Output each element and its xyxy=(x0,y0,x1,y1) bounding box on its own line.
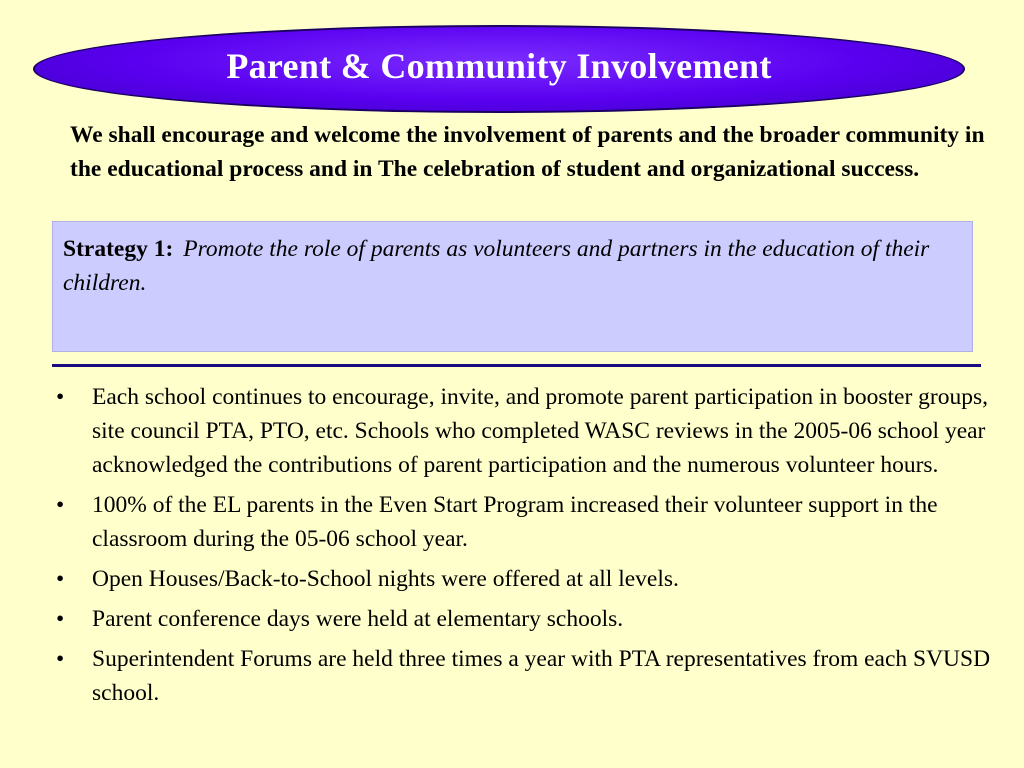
strategy-label: Strategy 1: xyxy=(63,236,174,262)
bullet-item xyxy=(56,562,1012,596)
bullet-icon: • xyxy=(56,384,65,410)
bullet-text: 100% of the EL parents in the Even Start Program increased their volunteer support in the classroom during the 05-06 school year. xyxy=(92,492,938,552)
bullet-icon: • xyxy=(56,492,65,518)
bullet-item xyxy=(56,642,1012,710)
strategy-description: Promote the role of parents as volunteers and partners in the education of their children. xyxy=(63,236,930,296)
title-banner xyxy=(33,25,965,113)
intro-statement: We shall encourage and welcome the involvement of parents and the broader community in the educational process and in The celebration of student and organizational success. xyxy=(70,122,985,182)
strategy-box xyxy=(52,221,973,352)
bullet-text: Open Houses/Back-to-School nights were offered at all levels. xyxy=(92,566,679,592)
bullet-text: Each school continues to encourage, invite, and promote parent participation in booster groups, site council PTA, PTO, etc. Schools who completed WASC reviews in the 2005-06 school year acknowledged the contributions of parent participation and the numerous volunteer hours. xyxy=(92,384,989,478)
bullet-icon: • xyxy=(56,566,65,592)
bullet-item xyxy=(56,380,1012,482)
section-divider xyxy=(52,364,981,367)
bullet-icon: • xyxy=(56,606,65,632)
page-title: Parent & Community Involvement xyxy=(226,46,772,86)
bullet-text: Parent conference days were held at elementary schools. xyxy=(92,606,624,632)
bullet-text: Superintendent Forums are held three times a year with PTA representatives from each SVUSD school. xyxy=(92,646,991,706)
bullet-item xyxy=(56,602,1012,636)
bullet-item xyxy=(56,488,1012,556)
bullet-icon: • xyxy=(56,646,65,672)
bullet-list xyxy=(56,380,1012,716)
